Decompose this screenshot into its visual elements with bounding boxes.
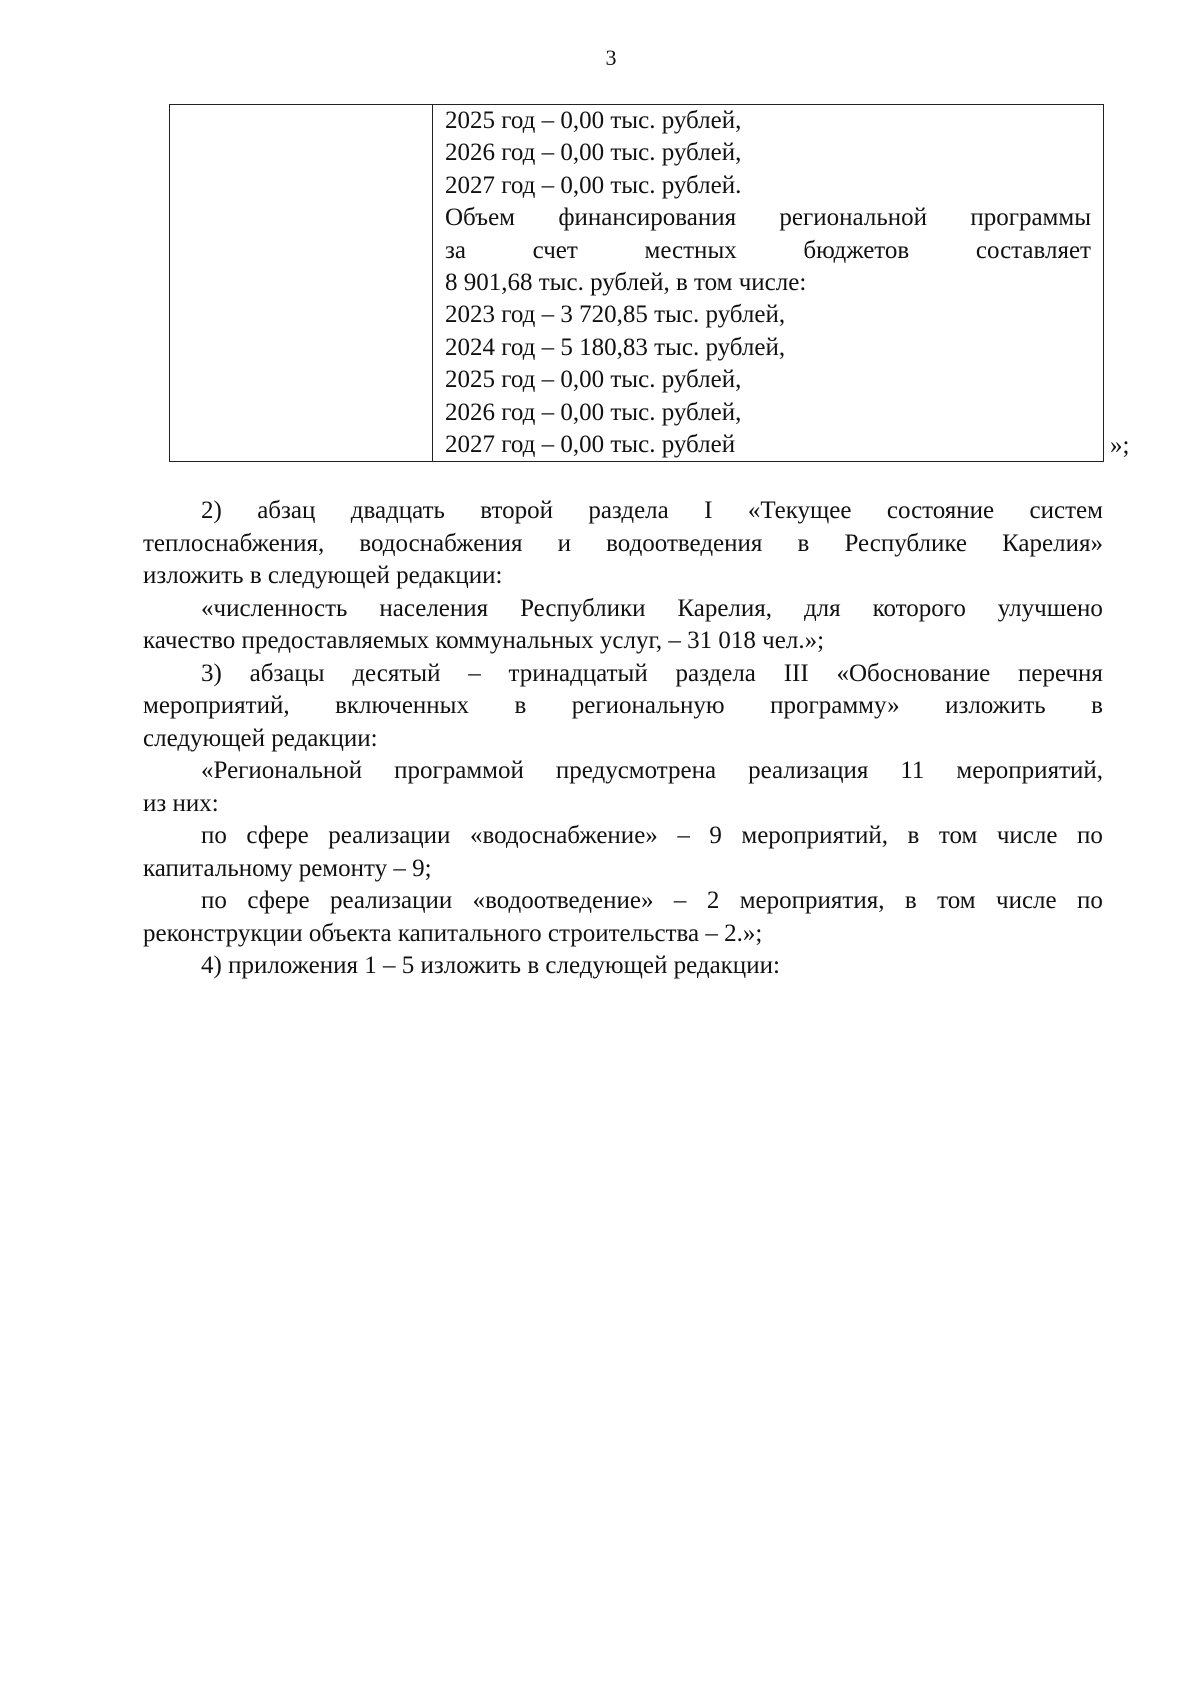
word: по: [201, 887, 227, 914]
funding-justified-line: [445, 235, 1091, 267]
word: состояние: [886, 497, 995, 524]
word: «водоотведение»: [472, 887, 654, 914]
word: второй: [480, 497, 553, 524]
table-row: [170, 105, 1104, 462]
funding-line: 8 901,68 тыс. рублей, в том числе:: [445, 269, 807, 297]
paragraph-line: изложить в следующей редакции:: [143, 562, 503, 589]
word: финансирования: [558, 204, 737, 232]
word: региональную: [571, 692, 725, 719]
word: Объем: [445, 204, 515, 232]
word: реализации: [330, 887, 453, 914]
paragraph-line: [143, 495, 1103, 528]
word: программу»: [770, 692, 900, 719]
word: в: [514, 692, 527, 719]
word: реализация: [748, 757, 869, 784]
word: за: [445, 236, 466, 264]
passport-table-fragment: [169, 104, 1104, 462]
word: по: [201, 822, 227, 849]
word: числе: [996, 822, 1058, 849]
funding-line: 2026 год – 0,00 тыс. рублей,: [445, 139, 742, 167]
word: сфере: [247, 887, 310, 914]
paragraph-line: [143, 593, 1103, 626]
word: водоснабжения: [359, 529, 523, 557]
word: изложить: [945, 692, 1046, 719]
word: 9: [709, 822, 722, 849]
word: абзац: [257, 497, 316, 524]
word: Карелия»: [1002, 529, 1103, 557]
word: программой: [394, 757, 524, 784]
paragraph-line: [143, 820, 1103, 853]
word: теплоснабжения,: [143, 529, 325, 557]
closing-quote-mark: »;: [1110, 432, 1130, 459]
funding-line: 2027 год – 0,00 тыс. рублей.: [445, 171, 742, 199]
word: «Региональной: [201, 757, 363, 784]
word: 11: [900, 757, 925, 784]
word: III: [783, 659, 809, 687]
page-number: 3: [605, 45, 617, 70]
word: I: [704, 497, 713, 524]
paragraph-line: [143, 690, 1103, 723]
word: «Обоснование: [836, 659, 991, 687]
amendment-text: [143, 495, 1103, 983]
word: том: [937, 887, 976, 914]
word: двадцать: [350, 497, 445, 524]
word: «Текущее: [747, 497, 852, 524]
word: для: [803, 594, 841, 622]
paragraph-line: из них:: [143, 789, 219, 817]
word: которого: [872, 594, 966, 622]
word: по: [1077, 822, 1103, 849]
word: в: [797, 529, 810, 557]
word: –: [468, 659, 481, 687]
funding-line: 2024 год – 5 180,83 тыс. рублей,: [445, 333, 786, 361]
word: по: [1077, 887, 1103, 914]
funding-line: 2027 год – 0,00 тыс. рублей: [445, 431, 736, 459]
word: 3): [201, 659, 222, 687]
funding-line: 2025 год – 0,00 тыс. рублей,: [445, 366, 742, 394]
word: предусмотрена: [555, 757, 717, 784]
paragraph-line: реконструкции объекта капитального строительства – 2.»;: [143, 919, 763, 947]
word: улучшено: [997, 594, 1103, 622]
word: населения: [379, 594, 489, 622]
funding-justified-line: [445, 202, 1091, 234]
word: реализации: [328, 822, 451, 849]
word: раздела: [675, 659, 756, 687]
word: десятый: [352, 659, 441, 687]
word: региональной: [779, 204, 927, 232]
word: тринадцатый: [508, 659, 648, 687]
paragraph-line: 4) приложения 1 – 5 изложить в следующей редакции:: [201, 952, 780, 979]
word: водоотведения: [606, 529, 763, 557]
word: бюджетов: [803, 236, 910, 264]
word: счет: [532, 236, 578, 264]
word: в: [907, 822, 920, 849]
word: и: [557, 529, 572, 557]
word: абзацы: [249, 659, 325, 687]
word: числе: [996, 887, 1057, 914]
word: «водоснабжение»: [469, 822, 658, 849]
word: Карелия,: [677, 594, 773, 622]
table-cell-funding: [433, 105, 1104, 462]
paragraph-line: капитальному ремонту – 9;: [143, 854, 432, 882]
word: 2: [706, 887, 720, 914]
word: том: [938, 822, 978, 849]
word: программы: [970, 204, 1091, 232]
funding-line: 2026 год – 0,00 тыс. рублей,: [445, 398, 742, 426]
paragraph-line: [143, 528, 1103, 561]
word: включенных: [335, 692, 469, 719]
word: перечня: [1018, 659, 1103, 687]
word: местных: [644, 236, 737, 264]
word: в: [904, 887, 917, 914]
paragraph-line: [143, 885, 1103, 918]
funding-line: 2025 год – 0,00 тыс. рублей,: [445, 107, 742, 134]
word: 2): [201, 497, 222, 524]
word: составляет: [975, 236, 1091, 264]
word: «численность: [201, 594, 348, 622]
word: сфере: [246, 822, 309, 849]
word: Республики: [520, 594, 646, 622]
word: –: [673, 887, 687, 914]
word: систем: [1029, 497, 1103, 524]
word: в: [1091, 692, 1103, 719]
word: –: [677, 822, 690, 849]
word: раздела: [588, 497, 669, 524]
word: мероприятий,: [741, 822, 888, 849]
funding-line: 2023 год – 3 720,85 тыс. рублей,: [445, 301, 786, 329]
paragraph-line: [143, 755, 1103, 788]
word: Республике: [844, 529, 967, 557]
paragraph-line: следующей редакции:: [143, 724, 378, 752]
paragraph-line: качество предоставляемых коммунальных услуг, – 31 018 чел.»;: [143, 627, 825, 654]
word: мероприятий,: [956, 757, 1103, 784]
word: мероприятий,: [143, 692, 290, 719]
table-cell-empty: [170, 105, 433, 462]
paragraph-line: [143, 658, 1103, 691]
passport-table: [169, 104, 1104, 462]
word: мероприятия,: [739, 887, 885, 914]
